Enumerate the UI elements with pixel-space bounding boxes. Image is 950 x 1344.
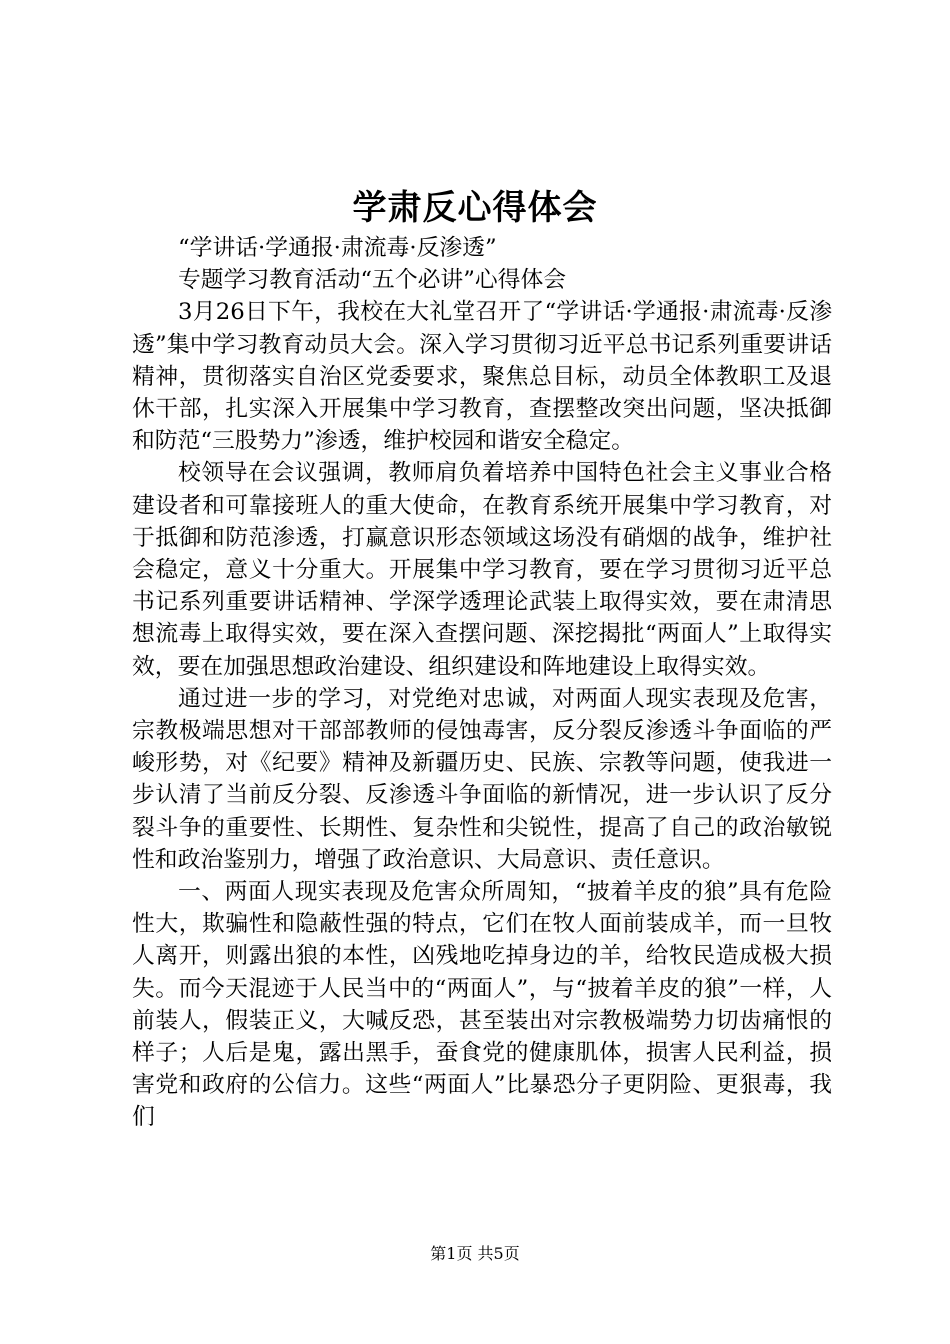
body-paragraph: 一、两面人现实表现及危害众所周知，“披着羊皮的狼”具有危险性大，欺骗性和隐蔽性强的特点，它们在牧人面前装成羊，而一旦牧人离开，则露出狼的本性，凶残地吃掉身边的羊，给牧民造成极大损失。而今天混迹于人民当中的“两面人”，与“披着羊皮的狼”一样，人前装人，假装正义，大喊反恐，甚至装出对宗教极端势力切齿痛恨的样子；人后是鬼，露出黑手，蚕食党的健康肌体，损害人民利益，损害党和政府的公信力。这些“两面人”比暴恐分子更阴险、更狠毒，我们 xyxy=(132,879,832,1131)
document-body xyxy=(132,232,832,1134)
document-title: 学肃反心得体会 xyxy=(352,188,598,228)
page-number-footer: 第1页 共5页 xyxy=(430,1244,520,1263)
subtitle-line-2: 专题学习教育活动“五个必讲”心得体会 xyxy=(178,267,567,294)
subtitle-line-1: “学讲话·学通报·肃流毒·反渗透” xyxy=(178,235,497,261)
body-paragraph: 校领导在会议强调，教师肩负着培养中国特色社会主义事业合格建设者和可靠接班人的重大使命，在教育系统开展集中学习教育，对于抵御和防范渗透，打赢意识形态领域这场没有硝烟的战争，维护社会稳定，意义十分重大。开展集中学习教育，要在学习贯彻习近平总书记系列重要讲话精神、学深学透理论武装上取得实效，要在肃清思想流毒上取得实效，要在深入查摆问题、深挖揭批“两面人”上取得实效，要在加强思想政治建设、组织建设和阵地建设上取得实效。 xyxy=(132,460,832,680)
body-paragraph: 3月26日下午，我校在大礼堂召开了“学讲话·学通报·肃流毒·反渗透”集中学习教育动员大会。深入学习贯彻习近平总书记系列重要讲话精神，贯彻落实自治区党委要求，聚焦总目标，动员全体教职工及退休干部，扎实深入开展集中学习教育，查摆整改突出问题，坚决抵御和防范“三股势力”渗透，维护校园和谐安全稳定。 xyxy=(132,299,832,455)
body-paragraph: 通过进一步的学习，对党绝对忠诚，对两面人现实表现及危害，宗教极端思想对干部部教师的侵蚀毒害，反分裂反渗透斗争面临的严峻形势，对《纪要》精神及新疆历史、民族、宗教等问题，使我进一步认清了当前反分裂、反渗透斗争面临的新情况，进一步认识了反分裂斗争的重要性、长期性、复杂性和尖锐性，提高了自己的政治敏锐性和政治鉴别力，增强了政治意识、大局意识、责任意识。 xyxy=(132,685,832,873)
